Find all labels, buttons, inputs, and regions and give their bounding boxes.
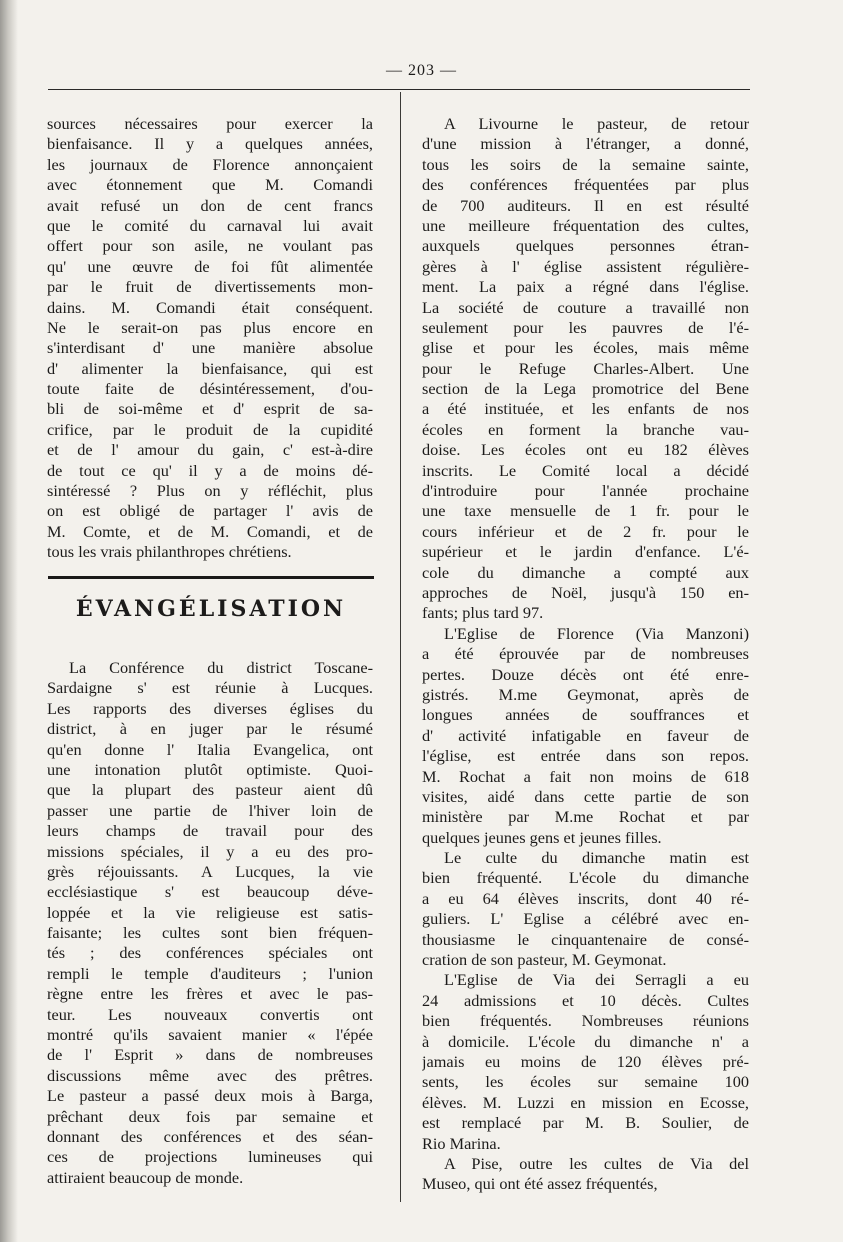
text-line: de 700 auditeurs. Il en est résulté — [422, 195, 749, 215]
text-line: approches de Noël, jusqu'à 150 en- — [422, 582, 749, 602]
text-line: A Pise, outre les cultes de Via del — [444, 1153, 749, 1173]
section-heading — [48, 596, 374, 622]
text-line: une meilleure fréquentation des cultes, — [422, 215, 749, 235]
text-line: Museo, qui ont été assez fréquentés, — [422, 1174, 658, 1194]
text-line: L'Eglise de Florence (Via Manzoni) — [444, 623, 749, 643]
text-line: loppée et la vie religieuse est satis- — [47, 902, 373, 922]
text-line: gistrés. M.me Geymonat, après de — [422, 684, 749, 704]
text-line: tous les vrais philanthropes chrétiens. — [47, 542, 292, 562]
text-line: Les rapports des diverses églises du — [47, 698, 373, 718]
text-line: ment. La paix a régné dans l'église. — [422, 277, 749, 297]
text-line: Sardaigne s' est réunie à Lucques. — [47, 678, 373, 698]
text-line: attiraient beaucoup de monde. — [47, 1167, 244, 1187]
text-line: à domicile. L'école du dimanche n' a — [422, 1031, 749, 1051]
text-line: ministère par M.me Rochat et par — [422, 807, 749, 827]
text-line: thousiasme le cinquantenaire de consé- — [422, 929, 749, 949]
text-line: bienfaisance. Il y a quelques années, — [47, 134, 373, 154]
text-line: passer une partie de l'hiver loin de — [47, 800, 373, 820]
text-line: a eu 64 élèves inscrits, dont 40 ré- — [422, 888, 749, 908]
text-line: de tout ce qu' il y a de moins dé- — [47, 460, 373, 480]
text-line: des conférences fréquentées par plus — [422, 175, 749, 195]
text-line: M. Rochat a fait non moins de 618 — [422, 766, 749, 786]
page-number: — 203 — — [386, 62, 457, 79]
text-line: longues années de souffrances et — [422, 705, 749, 725]
text-line: qu'en donne l' Italia Evangelica, ont — [47, 739, 373, 759]
text-line: dains. M. Comandi était conséquent. — [47, 297, 373, 317]
text-line: crifice, par le produit de la cupidité — [47, 419, 373, 439]
text-line: Ne le serait-on pas plus encore en — [47, 317, 373, 337]
text-line: guliers. L' Eglise a célébré avec en- — [422, 909, 749, 929]
text-line: que le comité du carnaval lui avait — [47, 215, 373, 235]
text-line: d' alimenter la bienfaisance, qui est — [47, 358, 373, 378]
text-line: de l' Esprit » dans de nombreuses — [47, 1045, 373, 1065]
text-line: jamais eu moins de 120 élèves pré- — [422, 1051, 749, 1071]
text-line: est remplacé par M. B. Soulier, de — [422, 1113, 749, 1133]
scan-edge-shadow — [0, 0, 18, 1242]
text-line: pour le Refuge Charles-Albert. Une — [422, 358, 749, 378]
text-line: règne entre les frères et avec le pas- — [47, 984, 373, 1004]
text-line: donnant des conférences et des séan- — [47, 1126, 373, 1146]
text-line: inscrits. Le Comité local a décidé — [422, 460, 749, 480]
text-line: élèves. M. Luzzi en mission en Ecosse, — [422, 1092, 749, 1112]
text-line: district, à en juger par le résumé — [47, 719, 373, 739]
text-line: avait refusé un don de cent francs — [47, 195, 373, 215]
text-line: cole du dimanche a compté aux — [422, 562, 749, 582]
text-line: Rio Marina. — [422, 1133, 501, 1153]
text-line: bien fréquentés. Nombreuses réunions — [422, 1011, 749, 1031]
header-rule — [48, 89, 750, 90]
text-line: et de l' amour du gain, c' est-à-dire — [47, 440, 373, 460]
text-line: La société de couture a travaillé non — [422, 297, 749, 317]
text-line: offert pour son asile, ne voulant pas — [47, 236, 373, 256]
text-line: écoles en forment la branche vau- — [422, 419, 749, 439]
text-line: cration de son pasteur, M. Geymonat. — [422, 950, 667, 970]
text-line: d' activité infatigable en faveur de — [422, 725, 749, 745]
text-line: prêchant deux fois par semaine et — [47, 1106, 373, 1126]
text-line: glise et pour les écoles, mais même — [422, 338, 749, 358]
text-line: La Conférence du district Toscane- — [69, 658, 373, 677]
text-line: seulement pour les pauvres de l'é- — [422, 317, 749, 337]
text-line: a été éprouvée par de nombreuses — [422, 644, 749, 664]
text-line: Le culte du dimanche matin est — [444, 848, 749, 868]
text-line: 24 admissions et 10 décès. Cultes — [422, 990, 749, 1010]
text-line: une taxe mensuelle de 1 fr. pour le — [422, 501, 749, 521]
text-line: quelques jeunes gens et jeunes filles. — [422, 827, 662, 847]
text-line: rempli le temple d'auditeurs ; l'union — [47, 963, 373, 983]
text-line: ecclésiastique s' est beaucoup déve- — [47, 882, 373, 902]
text-line: d'introduire pour l'année prochaine — [422, 481, 749, 501]
text-line: toute faite de désintéressement, d'ou- — [47, 379, 373, 399]
text-line: une intonation plutôt optimiste. Quoi- — [47, 759, 373, 779]
text-line: s'interdisant d' une manière absolue — [47, 338, 373, 358]
text-line: avec étonnement que M. Comandi — [47, 175, 373, 195]
text-line: fants; plus tard 97. — [422, 603, 544, 623]
left-column-top — [47, 114, 373, 563]
text-line: missions spéciales, il y a eu des pro- — [47, 841, 373, 861]
text-line: pertes. Douze décès ont été enre- — [422, 664, 749, 684]
text-line: Le pasteur a passé deux mois à Barga, — [47, 1086, 373, 1106]
text-line: bien fréquenté. L'école du dimanche — [422, 868, 749, 888]
text-line: sintéressé ? Plus on y réfléchit, plus — [47, 481, 373, 501]
text-line: supérieur et le jardin d'enfance. L'é- — [422, 542, 749, 562]
right-column — [422, 114, 749, 1195]
text-line: auxquels quelques personnes étran- — [422, 236, 749, 256]
text-line: grès réjouissants. A Lucques, la vie — [47, 861, 373, 881]
section-heading-text: ÉVANGÉLISATION — [75, 596, 347, 622]
text-line: teur. Les nouveaux convertis ont — [47, 1004, 373, 1024]
text-line: bli de soi-même et d' esprit de sa- — [47, 399, 373, 419]
text-line: a été instituée, et les enfants de nos — [422, 399, 749, 419]
left-column-bottom — [47, 658, 373, 1188]
text-line: sources nécessaires pour exercer la — [47, 114, 373, 133]
text-line: on est obligé de partager l' avis de — [47, 501, 373, 521]
text-line: par le fruit de divertissements mon- — [47, 277, 373, 297]
text-line: que la plupart des pasteur aient dû — [47, 780, 373, 800]
text-line: L'Eglise de Via dei Serragli a eu — [444, 970, 749, 990]
text-line: qu' une œuvre de foi fût alimentée — [47, 256, 373, 276]
text-line: sents, les écoles sur semaine 100 — [422, 1072, 749, 1092]
text-line: visites, aidé dans cette partie de son — [422, 786, 749, 806]
text-line: tous les soirs de la semaine sainte, — [422, 154, 749, 174]
text-line: doise. Les écoles ont eu 182 élèves — [422, 440, 749, 460]
text-line: section de la Lega promotrice del Bene — [422, 379, 749, 399]
text-line: faisante; les cultes sont bien fréquen- — [47, 923, 373, 943]
text-line: cours inférieur et de 2 fr. pour le — [422, 521, 749, 541]
text-line: ces de projections lumineuses qui — [47, 1147, 373, 1167]
text-line: d'une mission à l'étranger, a donné, — [422, 134, 749, 154]
text-line: A Livourne le pasteur, de retour — [444, 114, 749, 133]
text-line: montré qu'ils savaient manier « l'épée — [47, 1025, 373, 1045]
section-rule — [48, 576, 374, 579]
text-line: gères à l' église assistent régulière- — [422, 256, 749, 276]
text-line: M. Comte, et de M. Comandi, et de — [47, 521, 373, 541]
text-line: tés ; des conférences spéciales ont — [47, 943, 373, 963]
text-line: discussions même avec des prêtres. — [47, 1065, 373, 1085]
text-line: leurs champs de travail pour des — [47, 821, 373, 841]
text-line: l'église, est entrée dans son repos. — [422, 746, 749, 766]
column-divider — [400, 92, 401, 1202]
text-line: les journaux de Florence annonçaient — [47, 154, 373, 174]
